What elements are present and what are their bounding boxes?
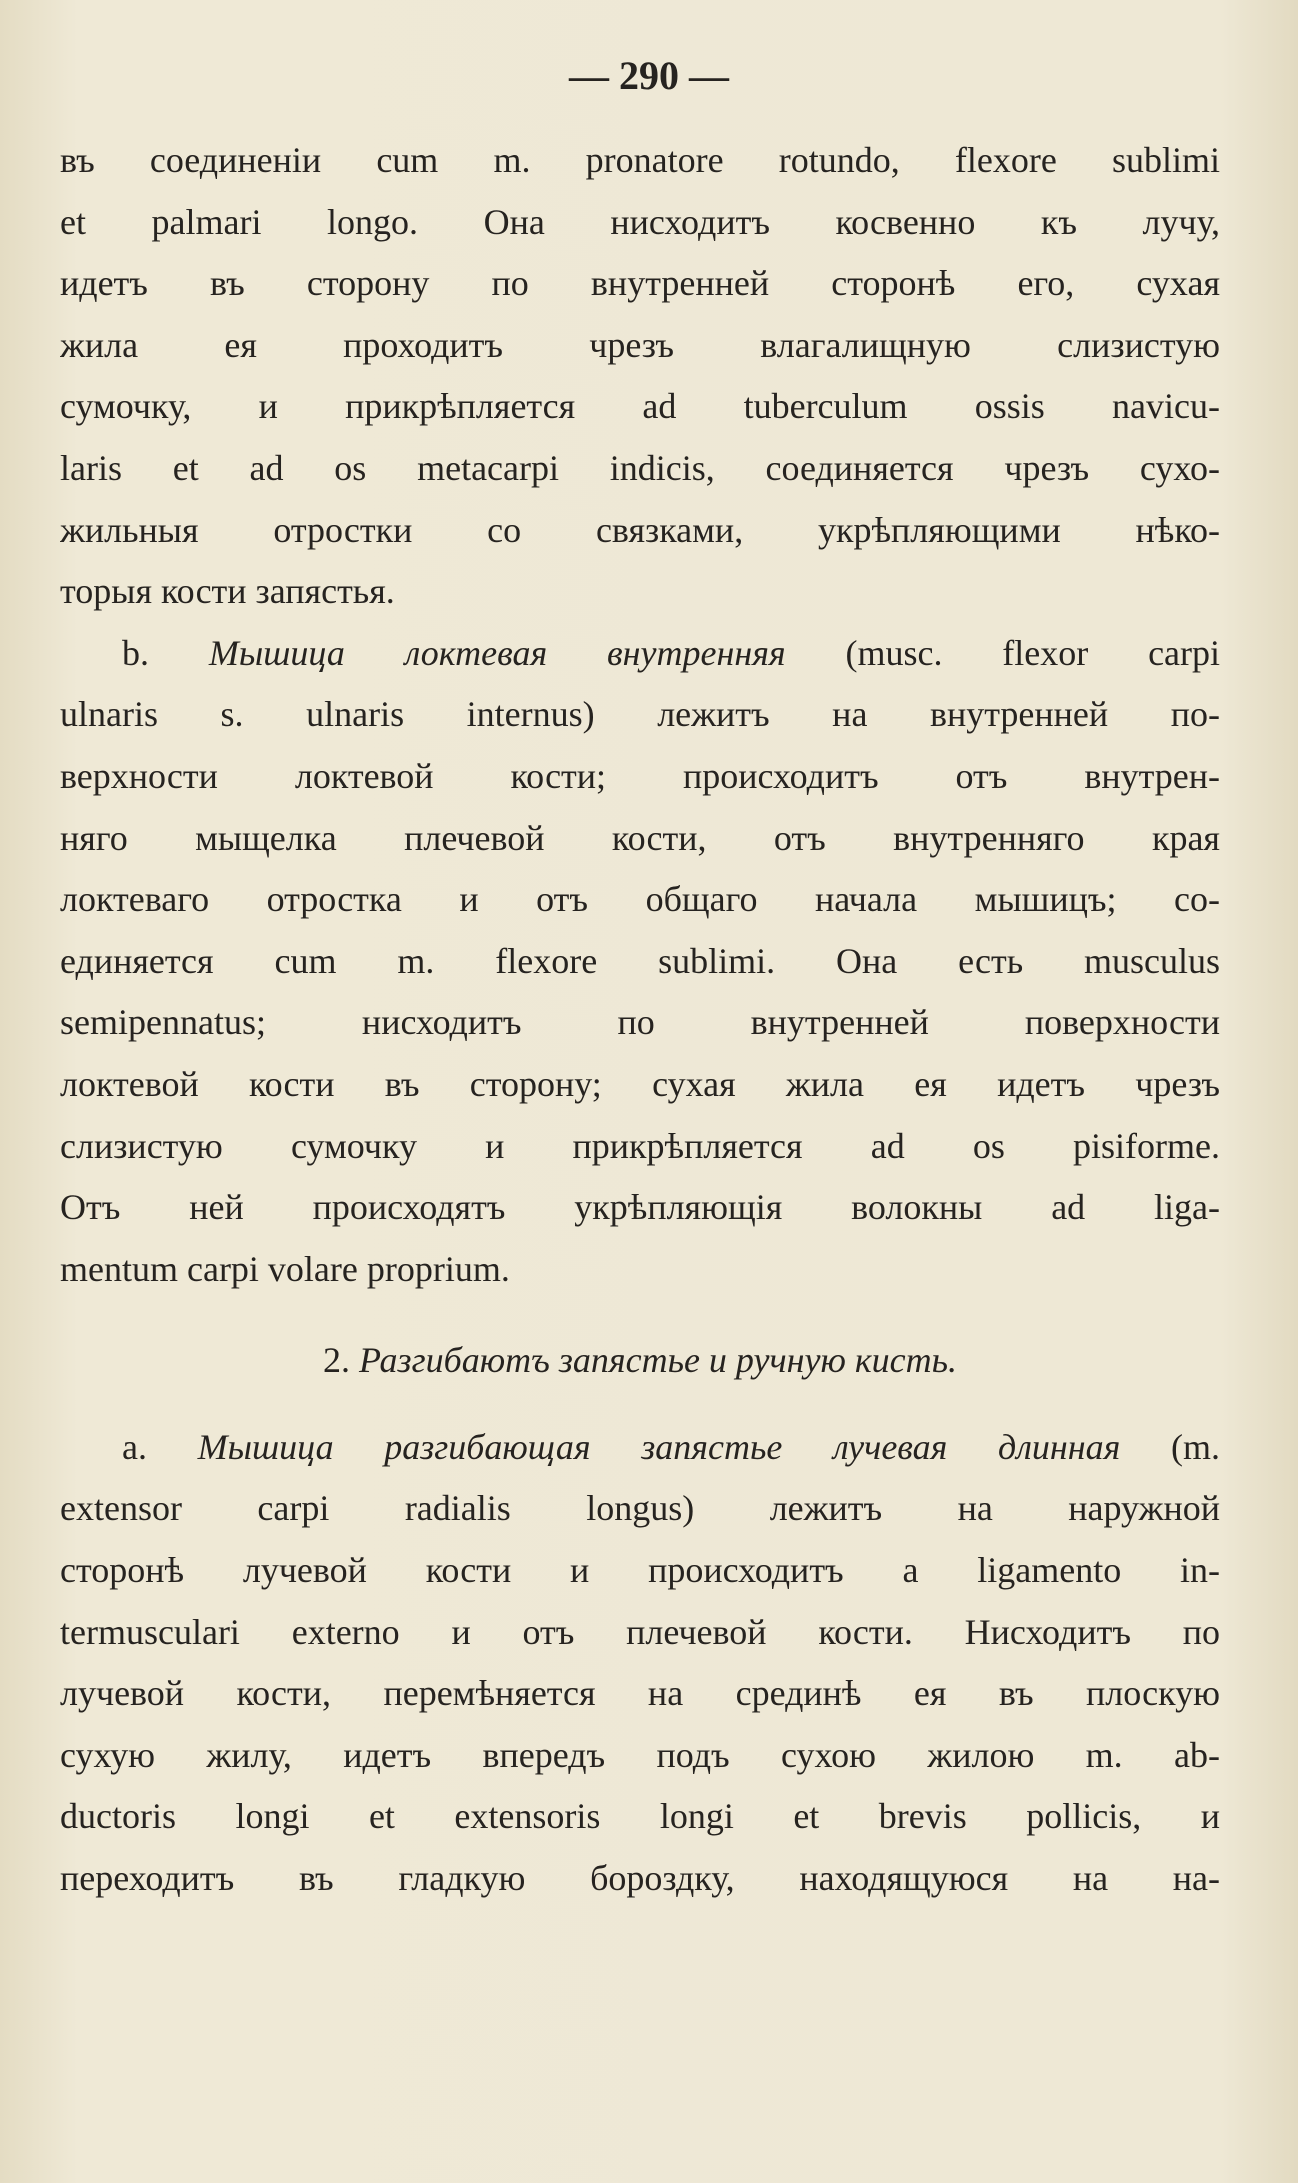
- text-line: локтевой кости въ сторону; сухая жила ея идетъ чрезъ: [60, 1063, 1220, 1104]
- text-line: торыя кости запястья.: [60, 571, 395, 612]
- text-line: termusculari externo и отъ плечевой кости. Нисходитъ по: [60, 1611, 1220, 1652]
- paragraph-first-line: [60, 623, 1220, 685]
- text-line: идетъ въ сторону по внутренней сторонѣ его, сухая: [60, 263, 1220, 304]
- paragraph-1: [60, 130, 1220, 623]
- text-line: жила ея проходитъ чрезъ влагалищную слизистую: [60, 324, 1220, 365]
- paragraph-3: [60, 1417, 1220, 1910]
- text-span: (musc. flexor carpi: [845, 632, 1220, 673]
- text-line: ductoris longi et extensoris longi et brevis pollicis, и: [60, 1796, 1220, 1837]
- paragraph-first-line: [60, 1417, 1220, 1479]
- body-text: [60, 130, 1220, 1910]
- text-line: слизистую сумочку и прикрѣпляется ad os pisiforme.: [60, 1125, 1220, 1166]
- text-span: (m.: [1171, 1426, 1220, 1467]
- text-line: верхности локтевой кости; происходитъ отъ внутрен-: [60, 755, 1220, 796]
- muscle-name: Мышица разгибающая запястье лучевая длинная: [197, 1426, 1121, 1467]
- item-marker: b.: [122, 632, 149, 673]
- text-line: semipennatus; нисходитъ по внутренней поверхности: [60, 1002, 1220, 1043]
- text-line: laris et ad os metacarpi indicis, соединяется чрезъ сухо-: [60, 447, 1220, 488]
- text-line: ulnaris s. ulnaris internus) лежитъ на внутренней по-: [60, 694, 1220, 735]
- section-title: Разгибаютъ запястье и ручную кисть.: [358, 1340, 958, 1381]
- text-line: переходитъ въ гладкую бороздку, находящуюся на на-: [60, 1858, 1220, 1899]
- section-number: 2.: [322, 1340, 350, 1381]
- text-line: extensor carpi radialis longus) лежитъ на наружной: [60, 1488, 1220, 1529]
- text-line: локтеваго отростка и отъ общаго начала мышицъ; со-: [60, 879, 1220, 920]
- text-line: сумочку, и прикрѣпляется ad tuberculum ossis navicu-: [60, 386, 1220, 427]
- text-line: лучевой кости, перемѣняется на срединѣ ея въ плоскую: [60, 1673, 1220, 1714]
- text-line: et palmari longo. Она нисходитъ косвенно къ лучу,: [60, 201, 1220, 242]
- text-line: жильныя отростки со связками, укрѣпляющими нѣко-: [60, 509, 1220, 550]
- text-line: няго мыщелка плечевой кости, отъ внутренняго края: [60, 817, 1220, 858]
- paragraph-2: [60, 623, 1220, 1301]
- text-line: сухую жилу, идетъ впередъ подъ сухою жилою m. ab-: [60, 1734, 1220, 1775]
- text-line: mentum carpi volare proprium.: [60, 1248, 510, 1289]
- muscle-name: Мышица локтевая внутренняя: [208, 632, 786, 673]
- page-number: — 290 —: [569, 53, 729, 98]
- text-line: сторонѣ лучевой кости и происходитъ a ligamento in-: [60, 1550, 1220, 1591]
- item-marker: a.: [122, 1426, 147, 1467]
- text-line: въ соединеніи cum m. pronatore rotundo, flexore sublimi: [60, 140, 1220, 180]
- section-heading: [60, 1330, 1220, 1392]
- text-line: Отъ ней происходятъ укрѣпляющія волокны ad liga-: [60, 1187, 1220, 1228]
- text-line: единяется cum m. flexore sublimi. Она есть musculus: [60, 940, 1220, 981]
